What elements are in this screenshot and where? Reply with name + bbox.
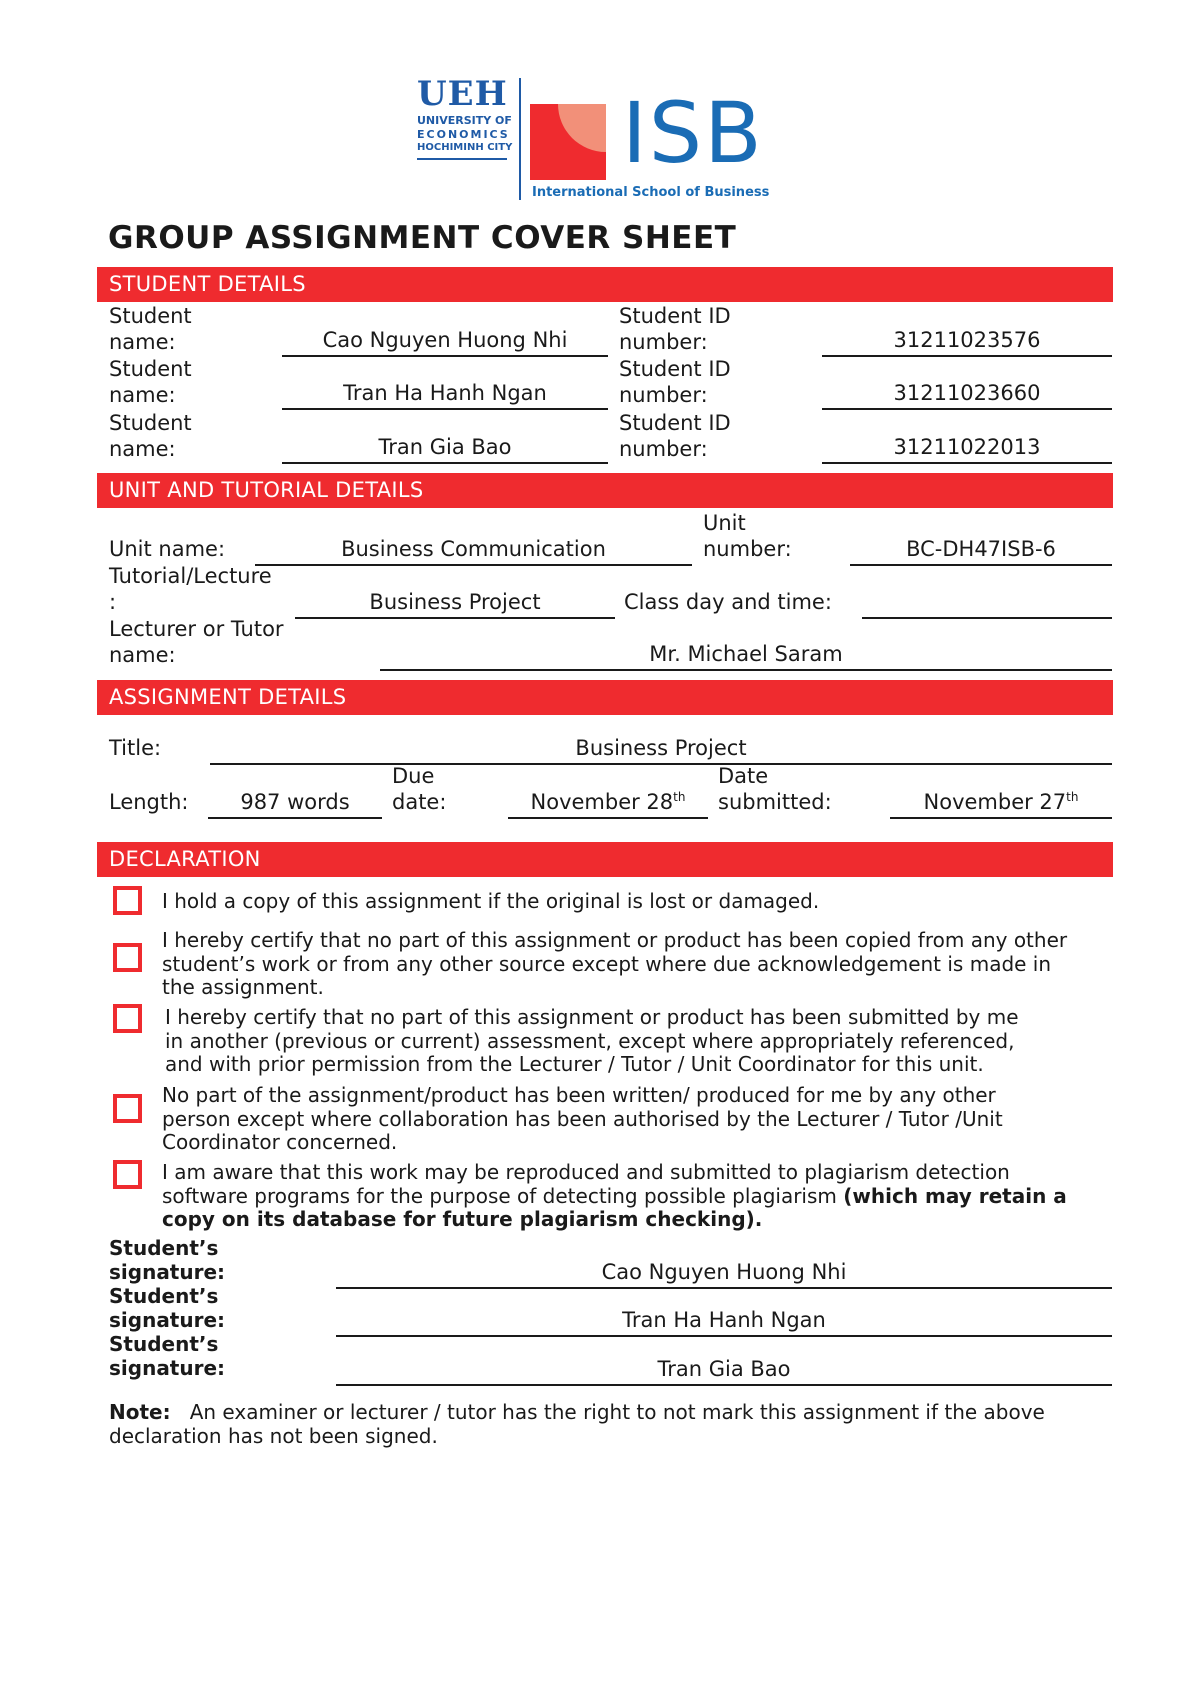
lecturer-label: Lecturer or Tutor name: — [109, 617, 284, 667]
length-field[interactable]: 987 words — [208, 789, 382, 819]
ueh-line-3: HOCHIMINH CITY — [417, 142, 513, 153]
signature-field[interactable]: Tran Ha Hanh Ngan — [336, 1307, 1112, 1337]
lecturer-field[interactable]: Mr. Michael Saram — [380, 641, 1112, 671]
declaration-checkbox[interactable] — [113, 943, 142, 972]
ueh-line-2: ECONOMICS — [417, 128, 510, 141]
signature-field[interactable]: Cao Nguyen Huong Nhi — [336, 1259, 1112, 1289]
length-label: Length: — [109, 790, 189, 814]
unit-name-field[interactable]: Business Communication — [255, 536, 692, 566]
declaration-checkbox[interactable] — [113, 1094, 142, 1123]
declaration-checkbox[interactable] — [113, 1160, 142, 1189]
declaration-text: I hereby certify that no part of this assignment or product has been submitted by me in another (previous or current) assessment, except where appropriately referenced, and with prior permission from the Lecturer / Tutor / Unit Coordinator for this unit. — [165, 1005, 1019, 1076]
unit-name-label: Unit name: — [109, 537, 226, 561]
ueh-abbr: UEH — [417, 74, 508, 114]
isb-logo — [530, 84, 790, 200]
note-label: Note: — [109, 1400, 171, 1424]
isb-mark-icon — [530, 104, 610, 184]
declaration-text: I am aware that this work may be reproduced and submitted to plagiarism detection software programs for the purpose of detecting possible plagiarism (which may retain a copy on its database for future plagiarism checking). — [162, 1160, 1067, 1231]
due-date-label: Due date: — [392, 764, 447, 814]
signature-label: Student’s signature: — [109, 1284, 226, 1332]
declaration-checkbox[interactable] — [113, 886, 142, 915]
ueh-logo — [417, 76, 517, 166]
declaration-text: No part of the assignment/product has been written/ produced for me by any other person except where collaboration has been authorised by the Lecturer / Tutor /Unit Coordinator concerned. — [162, 1083, 1003, 1154]
signature-label: Student’s signature: — [109, 1236, 226, 1284]
ueh-underline — [417, 158, 507, 160]
class-day-label: Class day and time: — [624, 590, 832, 614]
declaration-checkbox[interactable] — [113, 1004, 142, 1033]
assignment-title-label: Title: — [109, 736, 162, 760]
logo-divider — [519, 78, 521, 200]
declaration-text: I hold a copy of this assignment if the original is lost or damaged. — [162, 889, 820, 913]
student-id-field[interactable]: 31211023660 — [822, 380, 1112, 410]
isb-fullname: International School of Business — [532, 185, 770, 200]
signature-label: Student’s signature: — [109, 1332, 226, 1380]
student-id-label: Student ID number: — [619, 304, 731, 354]
date-submitted-field[interactable]: November 27th — [890, 789, 1112, 819]
declaration-text: I hereby certify that no part of this assignment or product has been copied from any other student’s work or from any other source except where due acknowledgement is made in the assignment. — [162, 928, 1068, 999]
section-assignment-details: ASSIGNMENT DETAILS — [97, 680, 1113, 715]
section-unit-details: UNIT AND TUTORIAL DETAILS — [97, 473, 1113, 508]
page-title: GROUP ASSIGNMENT COVER SHEET — [108, 220, 737, 256]
section-declaration: DECLARATION — [97, 842, 1113, 877]
assignment-title-field[interactable]: Business Project — [210, 735, 1112, 765]
class-day-field[interactable] — [862, 589, 1112, 619]
isb-abbr: ISB — [622, 84, 764, 182]
student-id-field[interactable]: 31211023576 — [822, 327, 1112, 357]
tutorial-label: Tutorial/Lecture : — [109, 564, 272, 614]
due-date-field[interactable]: November 28th — [508, 789, 708, 819]
date-submitted-label: Date submitted: — [718, 764, 832, 814]
student-name-label: Student name: — [109, 411, 192, 461]
student-name-field[interactable]: Cao Nguyen Huong Nhi — [282, 327, 608, 357]
student-id-field[interactable]: 31211022013 — [822, 434, 1112, 464]
ueh-line-1: UNIVERSITY OF — [417, 114, 512, 127]
student-id-label: Student ID number: — [619, 357, 731, 407]
student-name-label: Student name: — [109, 357, 192, 407]
tutorial-field[interactable]: Business Project — [295, 589, 615, 619]
student-name-field[interactable]: Tran Gia Bao — [282, 434, 608, 464]
student-name-label: Student name: — [109, 304, 192, 354]
unit-number-label: Unit number: — [703, 511, 792, 561]
signature-field[interactable]: Tran Gia Bao — [336, 1356, 1112, 1386]
student-id-label: Student ID number: — [619, 411, 731, 461]
section-student-details: STUDENT DETAILS — [97, 267, 1113, 302]
note: Note: An examiner or lecturer / tutor has the right to not mark this assignment if the above declaration has not been signed. — [109, 1400, 1045, 1448]
unit-number-field[interactable]: BC-DH47ISB-6 — [850, 536, 1112, 566]
student-name-field[interactable]: Tran Ha Hanh Ngan — [282, 380, 608, 410]
